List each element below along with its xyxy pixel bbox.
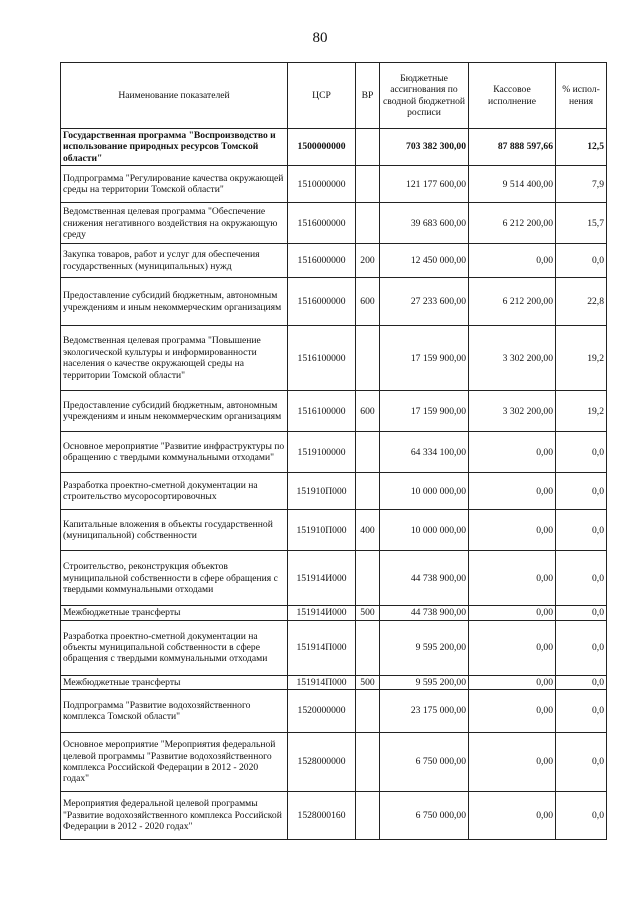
row-name: Закупка товаров, работ и услуг для обеспечения государственных (муниципальных) нужд xyxy=(61,244,288,278)
row-percent: 15,7 xyxy=(556,203,607,244)
row-csr: 1516100000 xyxy=(288,326,356,391)
row-csr: 1500000000 xyxy=(288,129,356,166)
row-name: Ведомственная целевая программа "Обеспечение снижения негативного воздействия на окружающую среду xyxy=(61,203,288,244)
row-cash: 0,00 xyxy=(469,792,556,840)
row-vr: 200 xyxy=(356,244,380,278)
row-percent: 12,5 xyxy=(556,129,607,166)
table-row xyxy=(61,510,607,551)
row-name: Подпрограмма "Развитие водохозяйственного комплекса Томской области" xyxy=(61,690,288,733)
row-budget: 44 738 900,00 xyxy=(380,551,469,606)
row-cash: 0,00 xyxy=(469,606,556,620)
row-vr: 500 xyxy=(356,606,380,620)
row-csr: 151914И000 xyxy=(288,551,356,606)
table-row xyxy=(61,432,607,473)
header-name: Наименование показателей xyxy=(61,63,288,129)
row-cash: 0,00 xyxy=(469,675,556,689)
row-vr xyxy=(356,620,380,675)
row-csr: 1519100000 xyxy=(288,432,356,473)
row-percent: 0,0 xyxy=(556,551,607,606)
header-budget: Бюджетные ассигнования по сводной бюджетной росписи xyxy=(380,63,469,129)
row-name: Предоставление субсидий бюджетным, автономным учреждениям и иным некоммерческим организациям xyxy=(61,391,288,432)
table-row xyxy=(61,129,607,166)
row-budget: 121 177 600,00 xyxy=(380,166,469,203)
row-csr: 151914И000 xyxy=(288,606,356,620)
table-row xyxy=(61,326,607,391)
row-cash: 0,00 xyxy=(469,432,556,473)
row-budget: 39 683 600,00 xyxy=(380,203,469,244)
table-row xyxy=(61,203,607,244)
table-row xyxy=(61,166,607,203)
row-cash: 87 888 597,66 xyxy=(469,129,556,166)
row-budget: 12 450 000,00 xyxy=(380,244,469,278)
row-csr: 1516000000 xyxy=(288,278,356,326)
row-percent: 19,2 xyxy=(556,326,607,391)
row-vr xyxy=(356,326,380,391)
row-percent: 0,0 xyxy=(556,690,607,733)
row-vr: 600 xyxy=(356,278,380,326)
row-csr: 151914П000 xyxy=(288,620,356,675)
header-percent: % испол-нения xyxy=(556,63,607,129)
table-row xyxy=(61,620,607,675)
table-row xyxy=(61,391,607,432)
row-csr: 1510000000 xyxy=(288,166,356,203)
row-percent: 0,0 xyxy=(556,675,607,689)
row-vr: 500 xyxy=(356,675,380,689)
row-cash: 6 212 200,00 xyxy=(469,278,556,326)
row-budget: 6 750 000,00 xyxy=(380,792,469,840)
row-percent: 0,0 xyxy=(556,473,607,510)
row-vr xyxy=(356,792,380,840)
row-percent: 0,0 xyxy=(556,432,607,473)
table-row xyxy=(61,690,607,733)
row-name: Подпрограмма "Регулирование качества окружающей среды на территории Томской области" xyxy=(61,166,288,203)
row-cash: 0,00 xyxy=(469,620,556,675)
row-name: Основное мероприятие "Развитие инфраструктуры по обращению с твердыми коммунальными отходами" xyxy=(61,432,288,473)
row-percent: 0,0 xyxy=(556,620,607,675)
row-csr: 1516100000 xyxy=(288,391,356,432)
table-row xyxy=(61,606,607,620)
row-vr: 600 xyxy=(356,391,380,432)
row-budget: 27 233 600,00 xyxy=(380,278,469,326)
row-csr: 151910П000 xyxy=(288,510,356,551)
row-vr xyxy=(356,690,380,733)
row-name: Разработка проектно-сметной документации на объекты муниципальной собственности в сфере обращения с твердыми коммунальными отходами xyxy=(61,620,288,675)
row-csr: 151910П000 xyxy=(288,473,356,510)
row-budget: 9 595 200,00 xyxy=(380,620,469,675)
row-cash: 0,00 xyxy=(469,510,556,551)
row-name: Разработка проектно-сметной документации на строительство мусоросортировочных xyxy=(61,473,288,510)
row-vr xyxy=(356,551,380,606)
row-csr: 1520000000 xyxy=(288,690,356,733)
header-csr: ЦСР xyxy=(288,63,356,129)
row-budget: 17 159 900,00 xyxy=(380,391,469,432)
row-percent: 19,2 xyxy=(556,391,607,432)
row-budget: 10 000 000,00 xyxy=(380,510,469,551)
table-row xyxy=(61,473,607,510)
row-cash: 6 212 200,00 xyxy=(469,203,556,244)
table-row xyxy=(61,244,607,278)
page-number: 80 xyxy=(312,30,328,46)
row-percent: 7,9 xyxy=(556,166,607,203)
row-budget: 17 159 900,00 xyxy=(380,326,469,391)
table-header-row xyxy=(61,63,607,129)
row-percent: 0,0 xyxy=(556,792,607,840)
row-name: Мероприятия федеральной целевой программы "Развитие водохозяйственного комплекса Российской Федерации в 2012 - 2020 годах" xyxy=(61,792,288,840)
row-budget: 703 382 300,00 xyxy=(380,129,469,166)
row-csr: 1516000000 xyxy=(288,244,356,278)
table-row xyxy=(61,675,607,689)
table-row xyxy=(61,792,607,840)
row-cash: 0,00 xyxy=(469,473,556,510)
row-cash: 0,00 xyxy=(469,551,556,606)
row-name: Государственная программа "Воспроизводство и использование природных ресурсов Томской области" xyxy=(61,129,288,166)
header-vr: ВР xyxy=(356,63,380,129)
row-cash: 3 302 200,00 xyxy=(469,326,556,391)
row-name: Ведомственная целевая программа "Повышение экологической культуры и информированности населения о качестве окружающей среды на территории Томской области" xyxy=(61,326,288,391)
row-budget: 10 000 000,00 xyxy=(380,473,469,510)
row-vr xyxy=(356,733,380,792)
row-csr: 1528000160 xyxy=(288,792,356,840)
row-vr xyxy=(356,129,380,166)
row-percent: 0,0 xyxy=(556,244,607,278)
row-vr xyxy=(356,203,380,244)
header-cash: Кассовое исполнение xyxy=(469,63,556,129)
row-percent: 0,0 xyxy=(556,510,607,551)
row-budget: 6 750 000,00 xyxy=(380,733,469,792)
row-vr xyxy=(356,432,380,473)
row-name: Предоставление субсидий бюджетным, автономным учреждениям и иным некоммерческим организациям xyxy=(61,278,288,326)
row-vr: 400 xyxy=(356,510,380,551)
row-cash: 3 302 200,00 xyxy=(469,391,556,432)
row-name: Капитальные вложения в объекты государственной (муниципальной) собственности xyxy=(61,510,288,551)
row-percent: 22,8 xyxy=(556,278,607,326)
table-row xyxy=(61,733,607,792)
row-cash: 0,00 xyxy=(469,244,556,278)
row-name: Строительство, реконструкция объектов муниципальной собственности в сфере обращения с твердыми коммунальными отходами xyxy=(61,551,288,606)
row-vr xyxy=(356,166,380,203)
row-percent: 0,0 xyxy=(556,606,607,620)
row-cash: 0,00 xyxy=(469,690,556,733)
row-percent: 0,0 xyxy=(556,733,607,792)
row-name: Основное мероприятие "Мероприятия федеральной целевой программы "Развитие водохозяйственного комплекса Российской Федерации в 2012 - 2020 годах" xyxy=(61,733,288,792)
row-cash: 0,00 xyxy=(469,733,556,792)
table-row xyxy=(61,278,607,326)
row-budget: 64 334 100,00 xyxy=(380,432,469,473)
row-csr: 1516000000 xyxy=(288,203,356,244)
row-csr: 1528000000 xyxy=(288,733,356,792)
table-row xyxy=(61,551,607,606)
row-name: Межбюджетные трансферты xyxy=(61,675,288,689)
row-cash: 9 514 400,00 xyxy=(469,166,556,203)
row-budget: 44 738 900,00 xyxy=(380,606,469,620)
row-budget: 23 175 000,00 xyxy=(380,690,469,733)
budget-execution-table xyxy=(60,62,607,840)
row-name: Межбюджетные трансферты xyxy=(61,606,288,620)
row-budget: 9 595 200,00 xyxy=(380,675,469,689)
row-vr xyxy=(356,473,380,510)
row-csr: 151914П000 xyxy=(288,675,356,689)
